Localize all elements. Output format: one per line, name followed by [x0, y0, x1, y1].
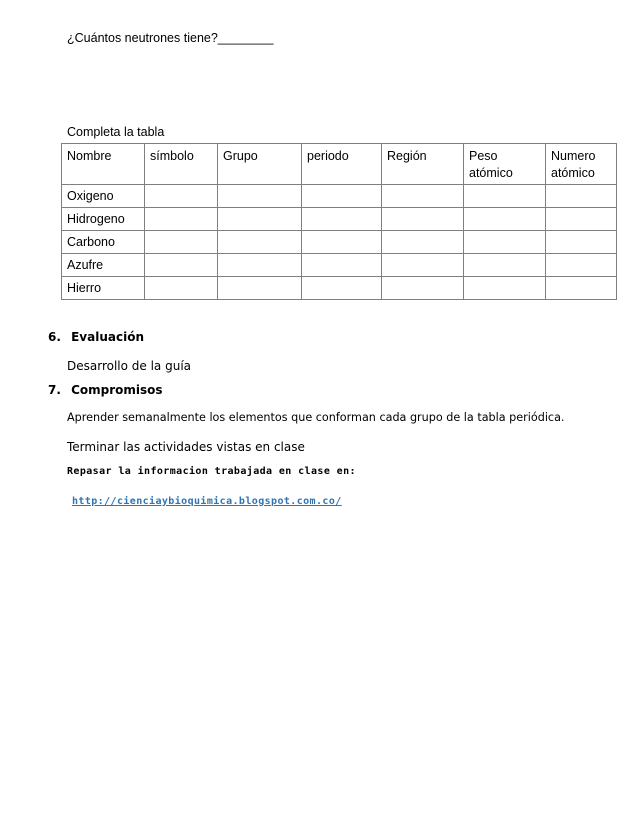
table-cell[interactable] — [382, 231, 464, 254]
element-name: Azufre — [62, 254, 145, 277]
section-6-number: 6. — [48, 330, 61, 344]
table-cell[interactable] — [218, 231, 302, 254]
table-cell[interactable] — [382, 208, 464, 231]
section-7-title: Compromisos — [71, 383, 163, 397]
table-cell[interactable] — [145, 208, 218, 231]
header-simbolo: símbolo — [145, 144, 218, 185]
table-cell[interactable] — [218, 254, 302, 277]
table-cell[interactable] — [302, 231, 382, 254]
table-cell[interactable] — [546, 208, 617, 231]
header-nombre: Nombre — [62, 144, 145, 185]
table-cell[interactable] — [218, 208, 302, 231]
table-cell[interactable] — [464, 254, 546, 277]
table-cell[interactable] — [302, 277, 382, 300]
table-cell[interactable] — [382, 254, 464, 277]
section-6-title: Evaluación — [71, 330, 144, 344]
table-header-row — [62, 144, 617, 185]
table-cell[interactable] — [382, 185, 464, 208]
header-peso-atomico: Peso atómico — [464, 144, 546, 185]
header-numero-atomico: Numero atómico — [546, 144, 617, 185]
table-cell[interactable] — [218, 277, 302, 300]
section-7-heading — [48, 383, 163, 397]
element-name: Hidrogeno — [62, 208, 145, 231]
table-cell[interactable] — [145, 277, 218, 300]
table-row — [62, 277, 617, 300]
header-periodo: periodo — [302, 144, 382, 185]
table-cell[interactable] — [464, 231, 546, 254]
commitment-item: Aprender semanalmente los elementos que conforman cada grupo de la tabla periódica. — [67, 411, 565, 424]
table-cell[interactable] — [546, 277, 617, 300]
table-cell[interactable] — [302, 185, 382, 208]
review-instruction: Repasar la informacion trabajada en clase en: — [67, 466, 356, 477]
table-cell[interactable] — [302, 254, 382, 277]
commitment-item: Terminar las actividades vistas en clase — [67, 440, 305, 454]
header-grupo: Grupo — [218, 144, 302, 185]
table-row — [62, 254, 617, 277]
table-cell[interactable] — [464, 277, 546, 300]
table-row — [62, 208, 617, 231]
table-row — [62, 231, 617, 254]
element-name: Hierro — [62, 277, 145, 300]
section-7-number: 7. — [48, 383, 61, 397]
neutrons-question: ¿Cuántos neutrones tiene?________ — [67, 31, 274, 45]
section-6-heading — [48, 330, 144, 344]
table-cell[interactable] — [464, 185, 546, 208]
element-name: Oxigeno — [62, 185, 145, 208]
table-cell[interactable] — [218, 185, 302, 208]
table-cell[interactable] — [145, 254, 218, 277]
table-cell[interactable] — [302, 208, 382, 231]
elements-table — [61, 143, 617, 300]
element-name: Carbono — [62, 231, 145, 254]
blog-link[interactable]: http://cienciaybioquimica.blogspot.com.co/ — [72, 496, 342, 507]
table-instruction: Completa la tabla — [67, 125, 165, 139]
table-row — [62, 185, 617, 208]
table-cell[interactable] — [382, 277, 464, 300]
section-6-body: Desarrollo de la guía — [67, 359, 192, 373]
table-cell[interactable] — [145, 231, 218, 254]
table-cell[interactable] — [546, 254, 617, 277]
table-cell[interactable] — [464, 208, 546, 231]
table-cell[interactable] — [546, 185, 617, 208]
header-region: Región — [382, 144, 464, 185]
table-cell[interactable] — [546, 231, 617, 254]
table-cell[interactable] — [145, 185, 218, 208]
